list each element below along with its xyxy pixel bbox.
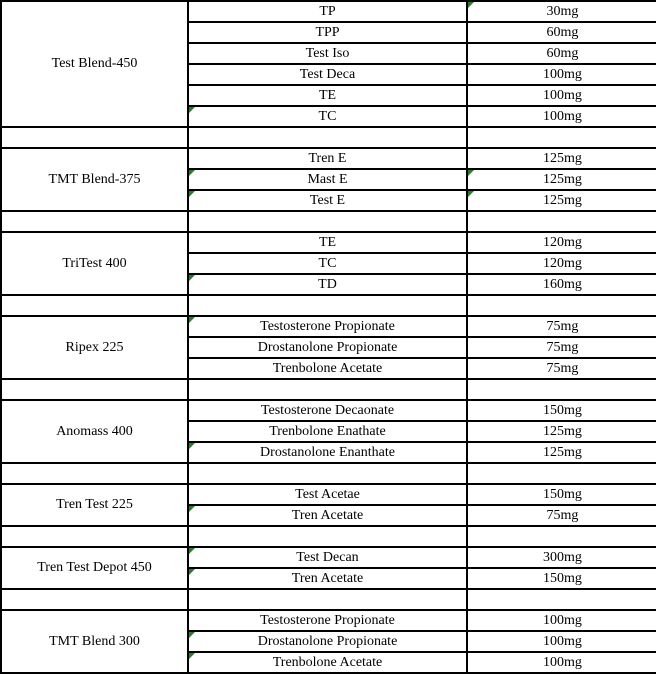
component-cell[interactable] [188,358,467,379]
dose-cell[interactable] [467,652,656,673]
blend-name-cell[interactable] [1,232,188,295]
error-indicator-icon [189,275,195,281]
separator-cell[interactable] [1,295,188,316]
table-row [1,1,656,22]
dose-value: 100mg [543,108,582,124]
dose-cell[interactable] [467,22,656,43]
component-cell[interactable] [188,505,467,526]
component-cell[interactable] [188,610,467,631]
dose-value: 125mg [543,150,582,166]
dose-cell[interactable] [467,442,656,463]
component-name: Testosterone Propionate [260,318,395,334]
separator-row [1,295,656,316]
table-row [1,316,656,337]
dose-value: 125mg [543,171,582,187]
dose-value: 75mg [546,360,579,376]
component-cell[interactable] [188,631,467,652]
component-cell[interactable] [188,400,467,421]
component-cell[interactable] [188,148,467,169]
separator-cell[interactable] [188,589,467,610]
blend-name: TMT Blend-375 [48,171,141,187]
separator-cell[interactable] [1,211,188,232]
dose-cell[interactable] [467,190,656,211]
dose-cell[interactable] [467,274,656,295]
dose-cell[interactable] [467,316,656,337]
dose-cell[interactable] [467,43,656,64]
component-name: Drostanolone Propionate [257,633,398,649]
component-cell[interactable] [188,442,467,463]
error-indicator-icon [189,107,195,113]
component-name: Trenbolone Acetate [272,360,383,376]
component-cell[interactable] [188,232,467,253]
component-name: Tren E [308,150,347,166]
error-indicator-icon [189,443,195,449]
blend-name-cell[interactable] [1,484,188,526]
separator-cell[interactable] [467,589,656,610]
error-indicator-icon [468,191,474,197]
separator-cell[interactable] [1,526,188,547]
table-row [1,232,656,253]
dose-cell[interactable] [467,253,656,274]
blend-name-cell[interactable] [1,400,188,463]
blend-name: Tren Test Depot 450 [37,560,152,575]
component-name: Drostanolone Propionate [257,339,398,355]
separator-row [1,589,656,610]
separator-row [1,211,656,232]
component-name: Testosterone Decaonate [260,402,395,418]
dose-value: 125mg [543,423,582,439]
dose-value: 30mg [546,3,579,19]
dose-cell[interactable] [467,358,656,379]
component-name: TE [318,87,337,103]
component-cell[interactable] [188,484,467,505]
dose-cell[interactable] [467,169,656,190]
separator-cell[interactable] [467,526,656,547]
error-indicator-icon [189,632,195,638]
dose-cell[interactable] [467,568,656,589]
dose-value: 150mg [543,402,582,418]
component-name: Tren Acetate [291,570,364,586]
error-indicator-icon [189,170,195,176]
component-cell[interactable] [188,421,467,442]
blend-name-cell[interactable] [1,1,188,127]
separator-cell[interactable] [188,463,467,484]
dose-value: 150mg [543,570,582,586]
separator-cell[interactable] [467,295,656,316]
component-cell[interactable] [188,568,467,589]
dose-value: 75mg [546,318,579,334]
separator-cell[interactable] [467,463,656,484]
component-cell[interactable] [188,22,467,43]
component-cell[interactable] [188,253,467,274]
table-row [1,610,656,631]
error-indicator-icon [189,569,195,575]
component-name: Test E [309,192,346,208]
dose-value: 60mg [546,45,579,61]
component-name: Test Decan [296,549,359,565]
component-name: TP [319,3,336,19]
dose-value: 100mg [543,633,582,649]
dose-value: 150mg [543,486,582,502]
dose-value: 75mg [546,507,579,523]
dose-value: 125mg [543,192,582,208]
separator-cell[interactable] [188,526,467,547]
component-name: Test Iso [305,45,350,61]
dose-cell[interactable] [467,400,656,421]
component-cell[interactable] [188,43,467,64]
component-cell[interactable] [188,1,467,22]
dose-value: 100mg [543,654,582,670]
component-name: Trenbolone Enathate [269,423,386,439]
dose-value: 160mg [543,276,582,292]
blend-name-cell[interactable] [1,316,188,379]
separator-cell[interactable] [188,127,467,148]
dose-cell[interactable] [467,1,656,22]
component-cell[interactable] [188,274,467,295]
dose-cell[interactable] [467,64,656,85]
blend-name-cell[interactable] [1,547,188,589]
dose-cell[interactable] [467,148,656,169]
error-indicator-icon [468,2,474,8]
table-row [1,547,656,568]
blend-table-body [1,1,656,673]
component-name: TD [318,276,337,292]
dose-cell[interactable] [467,421,656,442]
component-name: Trenbolone Acetate [272,654,383,670]
dose-value: 60mg [546,24,579,40]
separator-cell[interactable] [188,211,467,232]
blend-name-cell[interactable] [1,610,188,673]
dose-value: 75mg [546,339,579,355]
dose-cell[interactable] [467,631,656,652]
separator-cell[interactable] [1,589,188,610]
dose-cell[interactable] [467,106,656,127]
separator-cell[interactable] [467,211,656,232]
component-name: Test Deca [299,66,356,82]
dose-cell[interactable] [467,610,656,631]
dose-value: 120mg [543,255,582,271]
separator-row [1,127,656,148]
error-indicator-icon [189,317,195,323]
blend-name: Anomass 400 [56,423,133,439]
blend-name-cell[interactable] [1,148,188,211]
separator-row [1,379,656,400]
separator-cell[interactable] [1,463,188,484]
component-cell[interactable] [188,190,467,211]
separator-cell[interactable] [467,127,656,148]
dose-cell[interactable] [467,547,656,568]
dose-value: 100mg [543,87,582,103]
component-cell[interactable] [188,106,467,127]
separator-cell[interactable] [1,379,188,400]
component-cell[interactable] [188,337,467,358]
separator-row [1,526,656,547]
blend-name: Test Blend-450 [51,56,138,71]
component-cell[interactable] [188,316,467,337]
table-row [1,400,656,421]
component-cell[interactable] [188,652,467,673]
component-name: TE [318,234,337,250]
separator-cell[interactable] [467,379,656,400]
blend-name: Tren Test 225 [56,497,133,512]
dose-cell[interactable] [467,337,656,358]
dose-cell[interactable] [467,484,656,505]
dose-cell[interactable] [467,85,656,106]
dose-value: 300mg [543,549,582,565]
separator-cell[interactable] [1,127,188,148]
dose-value: 100mg [543,612,582,628]
separator-cell[interactable] [188,295,467,316]
error-indicator-icon [468,170,474,176]
dose-cell[interactable] [467,505,656,526]
table-row [1,484,656,505]
component-name: Drostanolone Enanthate [260,444,395,460]
blend-name: TriTest 400 [62,255,127,271]
dose-value: 125mg [543,444,582,460]
separator-row [1,463,656,484]
component-cell[interactable] [188,169,467,190]
dose-value: 100mg [543,66,582,82]
dose-value: 120mg [543,234,582,250]
error-indicator-icon [189,191,195,197]
component-cell[interactable] [188,64,467,85]
component-name: TPP [315,24,340,40]
table-row [1,148,656,169]
component-name: Mast E [307,171,348,187]
component-cell[interactable] [188,85,467,106]
dose-cell[interactable] [467,232,656,253]
component-name: Testosterone Propionate [260,612,395,628]
component-name: TC [318,108,337,124]
separator-cell[interactable] [188,379,467,400]
component-name: Tren Acetate [291,507,364,523]
component-cell[interactable] [188,547,467,568]
error-indicator-icon [189,506,195,512]
error-indicator-icon [189,548,195,554]
error-indicator-icon [189,653,195,659]
component-name: TC [318,255,337,271]
blend-name: Ripex 225 [65,339,124,355]
blend-name: TMT Blend 300 [49,633,140,649]
component-name: Test Acetae [295,486,360,502]
